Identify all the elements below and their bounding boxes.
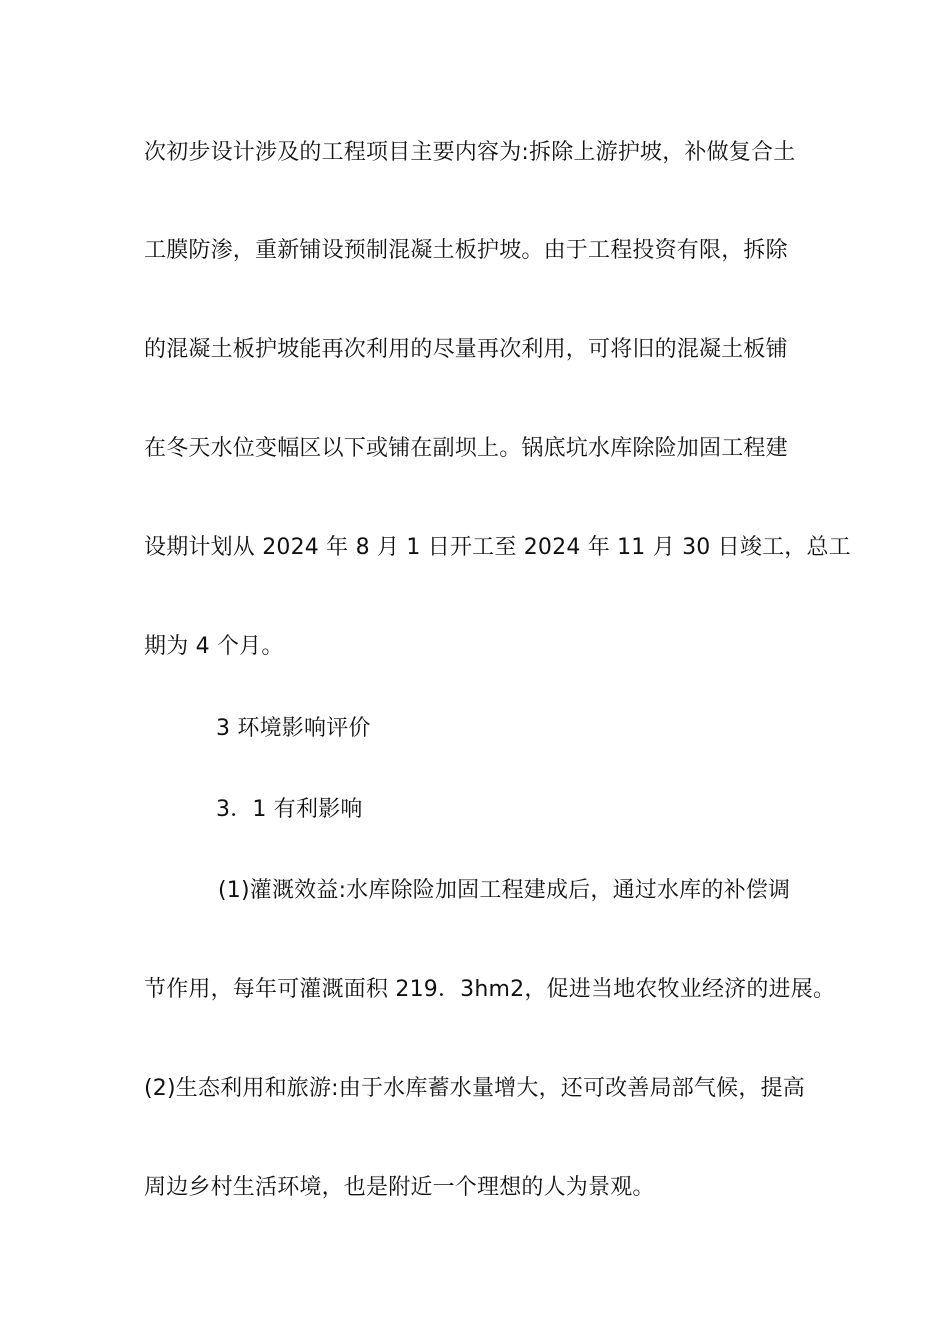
body-text-line: (1)灌溉效益:水库除险加固工程建成后，通过水库的补偿调 — [218, 878, 791, 903]
body-text-line: 次初步设计涉及的工程项目主要内容为:拆除上游护坡，补做复合土 — [144, 140, 796, 165]
body-text-line: 期为 4 个月。 — [144, 634, 284, 659]
body-text-line: 周边乡村生活环境，也是附近一个理想的人为景观。 — [144, 1175, 655, 1200]
body-text-line: 工膜防渗，重新铺设预制混凝土板护坡。由于工程投资有限，拆除 — [144, 238, 788, 263]
subsection-heading: 3．1 有利影响 — [216, 797, 363, 822]
body-text-line: 设期计划从 2024 年 8 月 1 日开工至 2024 年 11 月 30 日竣工，总工 — [144, 535, 851, 560]
body-text-line: (2)生态利用和旅游:由于水库蓄水量增大，还可改善局部气候，提高 — [144, 1076, 805, 1101]
body-text-line: 在冬天水位变幅区以下或铺在副坝上。锅底坑水库除险加固工程建 — [144, 436, 788, 461]
section-heading: 3 环境影响评价 — [216, 716, 371, 741]
body-text-line: 的混凝土板护坡能再次利用的尽量再次利用，可将旧的混凝土板铺 — [144, 337, 788, 362]
body-text-line: 节作用，每年可灌溉面积 219．3hm2，促进当地农牧业经济的进展。 — [144, 977, 836, 1002]
